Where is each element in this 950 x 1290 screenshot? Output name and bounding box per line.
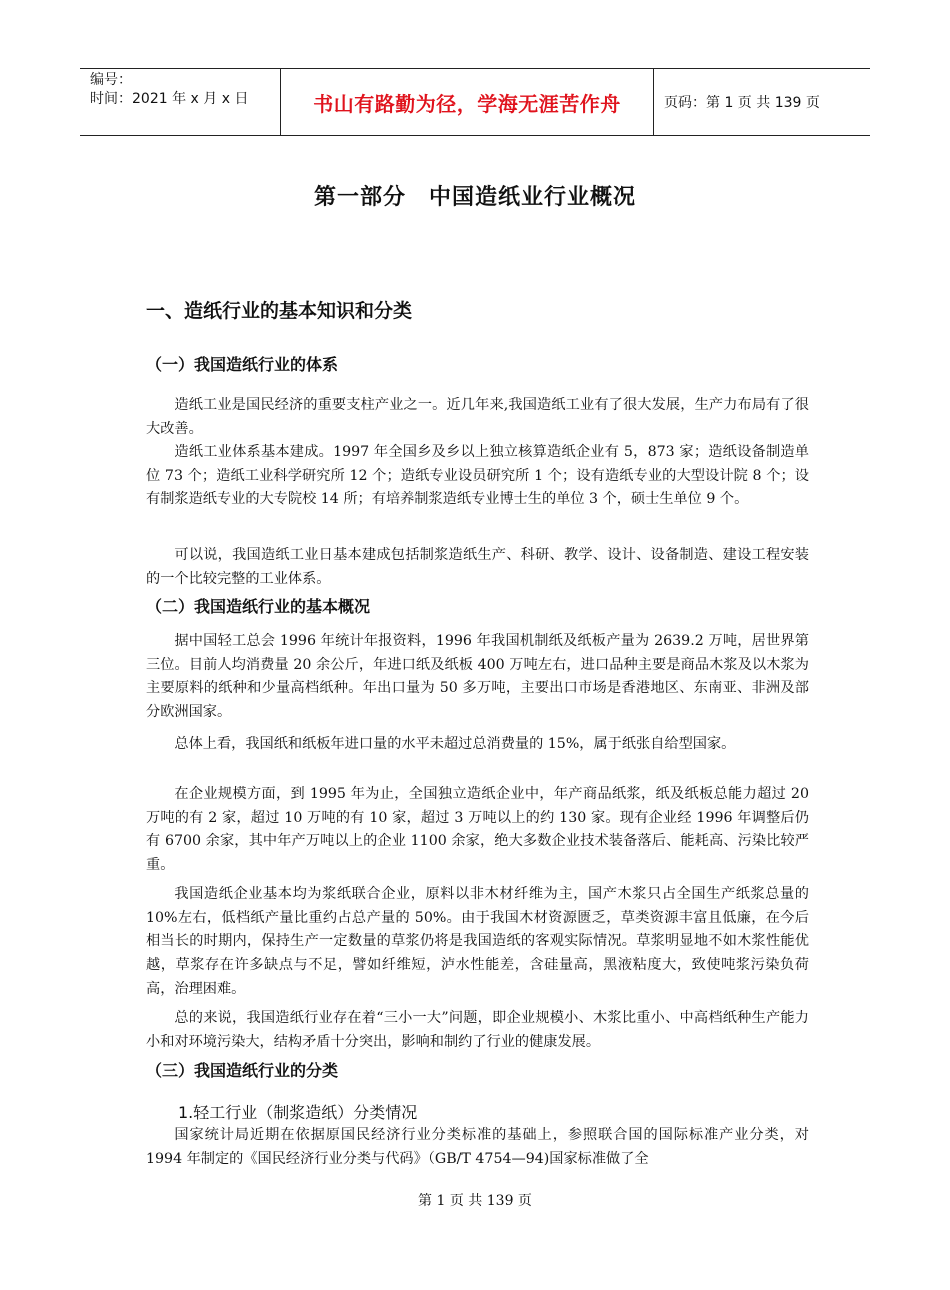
document-number-label: 编号： [90, 72, 132, 88]
document-title: 第一部分 中国造纸业行业概况 [313, 185, 636, 210]
paragraph: 国家统计局近期在依据原国民经济行业分类标准的基础上，参照联合国的国际标准产业分类，对 1994 年制定的《国民经济行业分类与代码》（GB/T 4754—94)国家标准做了全 [146, 1127, 809, 1167]
item-heading-1: 1.轻工行业（制浆造纸）分类情况 [178, 1103, 418, 1122]
paragraph: 总的来说，我国造纸行业存在着“三小一大”问题，即企业规模小、木浆比重小、中高档纸种生产能力小和对环境污染大，结构矛盾十分突出，影响和制约了行业的健康发展。 [146, 1010, 809, 1050]
subsection-heading-2: （二）我国造纸行业的基本概况 [146, 597, 371, 616]
paragraph: 可以说，我国造纸工业日基本建成包括制浆造纸生产、科研、教学、设计、设备制造、建设工程安装的一个比较完整的工业体系。 [146, 547, 809, 587]
page-footer: 第 1 页 共 139 页 [418, 1193, 532, 1209]
paragraph: 据中国轻工总会 1996 年统计年报资料，1996 年我国机制纸及纸板产量为 2639.2 万吨，居世界第三位。目前人均消费量 20 余公斤，年进口纸及纸板 400 万吨左右，进口品种主要是商品木浆及以木浆为主要原料的纸种和少量高档纸种。年出口量为 50 多万吨，主要出口市场是香港地区、东南亚、非洲及部分欧洲国家。 [146, 633, 809, 721]
paragraph: 总体上看，我国纸和纸板年进口量的水平未超过总消费量的 15%，属于纸张自给型国家。 [174, 736, 736, 752]
header-meta-cell [80, 69, 280, 135]
section-heading-1: 一、造纸行业的基本知识和分类 [146, 300, 413, 322]
document-header-table [80, 68, 870, 136]
header-motto: 书山有路勤为径，学海无涯苦作舟 [280, 69, 654, 135]
paragraph: 造纸工业体系基本建成。1997 年全国乡及乡以上独立核算造纸企业有 5，873 家；造纸设备制造单位 73 个；造纸工业科学研究所 12 个；造纸专业设员研究所 1 个；设有造纸专业的大型设计院 8 个；设有制浆造纸专业的大专院校 14 所；有培养制浆造纸专业博士生的单位 3 个，硕士生单位 9 个。 [146, 444, 809, 508]
document-date-label: 时间：2021 年 x 月 x 日 [90, 91, 249, 107]
paragraph: 在企业规模方面，到 1995 年为止，全国独立造纸企业中，年产商品纸浆，纸及纸板总能力超过 20 万吨的有 2 家，超过 10 万吨的有 10 家，超过 3 万吨以上的约 130 家。现有企业经 1996 年调整后仍有 6700 余家，其中年产万吨以上的企业 1100 余家，绝大多数企业技术装备落后、能耗高、污染比较严重。 [146, 786, 809, 874]
header-page-code: 页码：第 1 页 共 139 页 [664, 95, 820, 111]
paragraph: 造纸工业是国民经济的重要支柱产业之一。近几年来,我国造纸工业有了很大发展，生产力布局有了很大改善。 [146, 397, 809, 437]
subsection-heading-1: （一）我国造纸行业的体系 [146, 355, 339, 374]
paragraph: 我国造纸企业基本均为浆纸联合企业，原料以非木材纤维为主，国产木浆只占全国生产纸浆总量的 10%左右，低档纸产量比重约占总产量的 50%。由于我国木材资源匮乏，草类资源丰富且低廉，在今后相当长的时期内，保持生产一定数量的草浆仍将是我国造纸的客观实际情况。草浆明显地不如木浆性能优越，草浆存在许多缺点与不足，譬如纤维短，泸水性能差，含硅量高，黑液粘度大，致使吨浆污染负荷高，治理困难。 [146, 886, 809, 997]
subsection-heading-3: （三）我国造纸行业的分类 [146, 1061, 339, 1080]
